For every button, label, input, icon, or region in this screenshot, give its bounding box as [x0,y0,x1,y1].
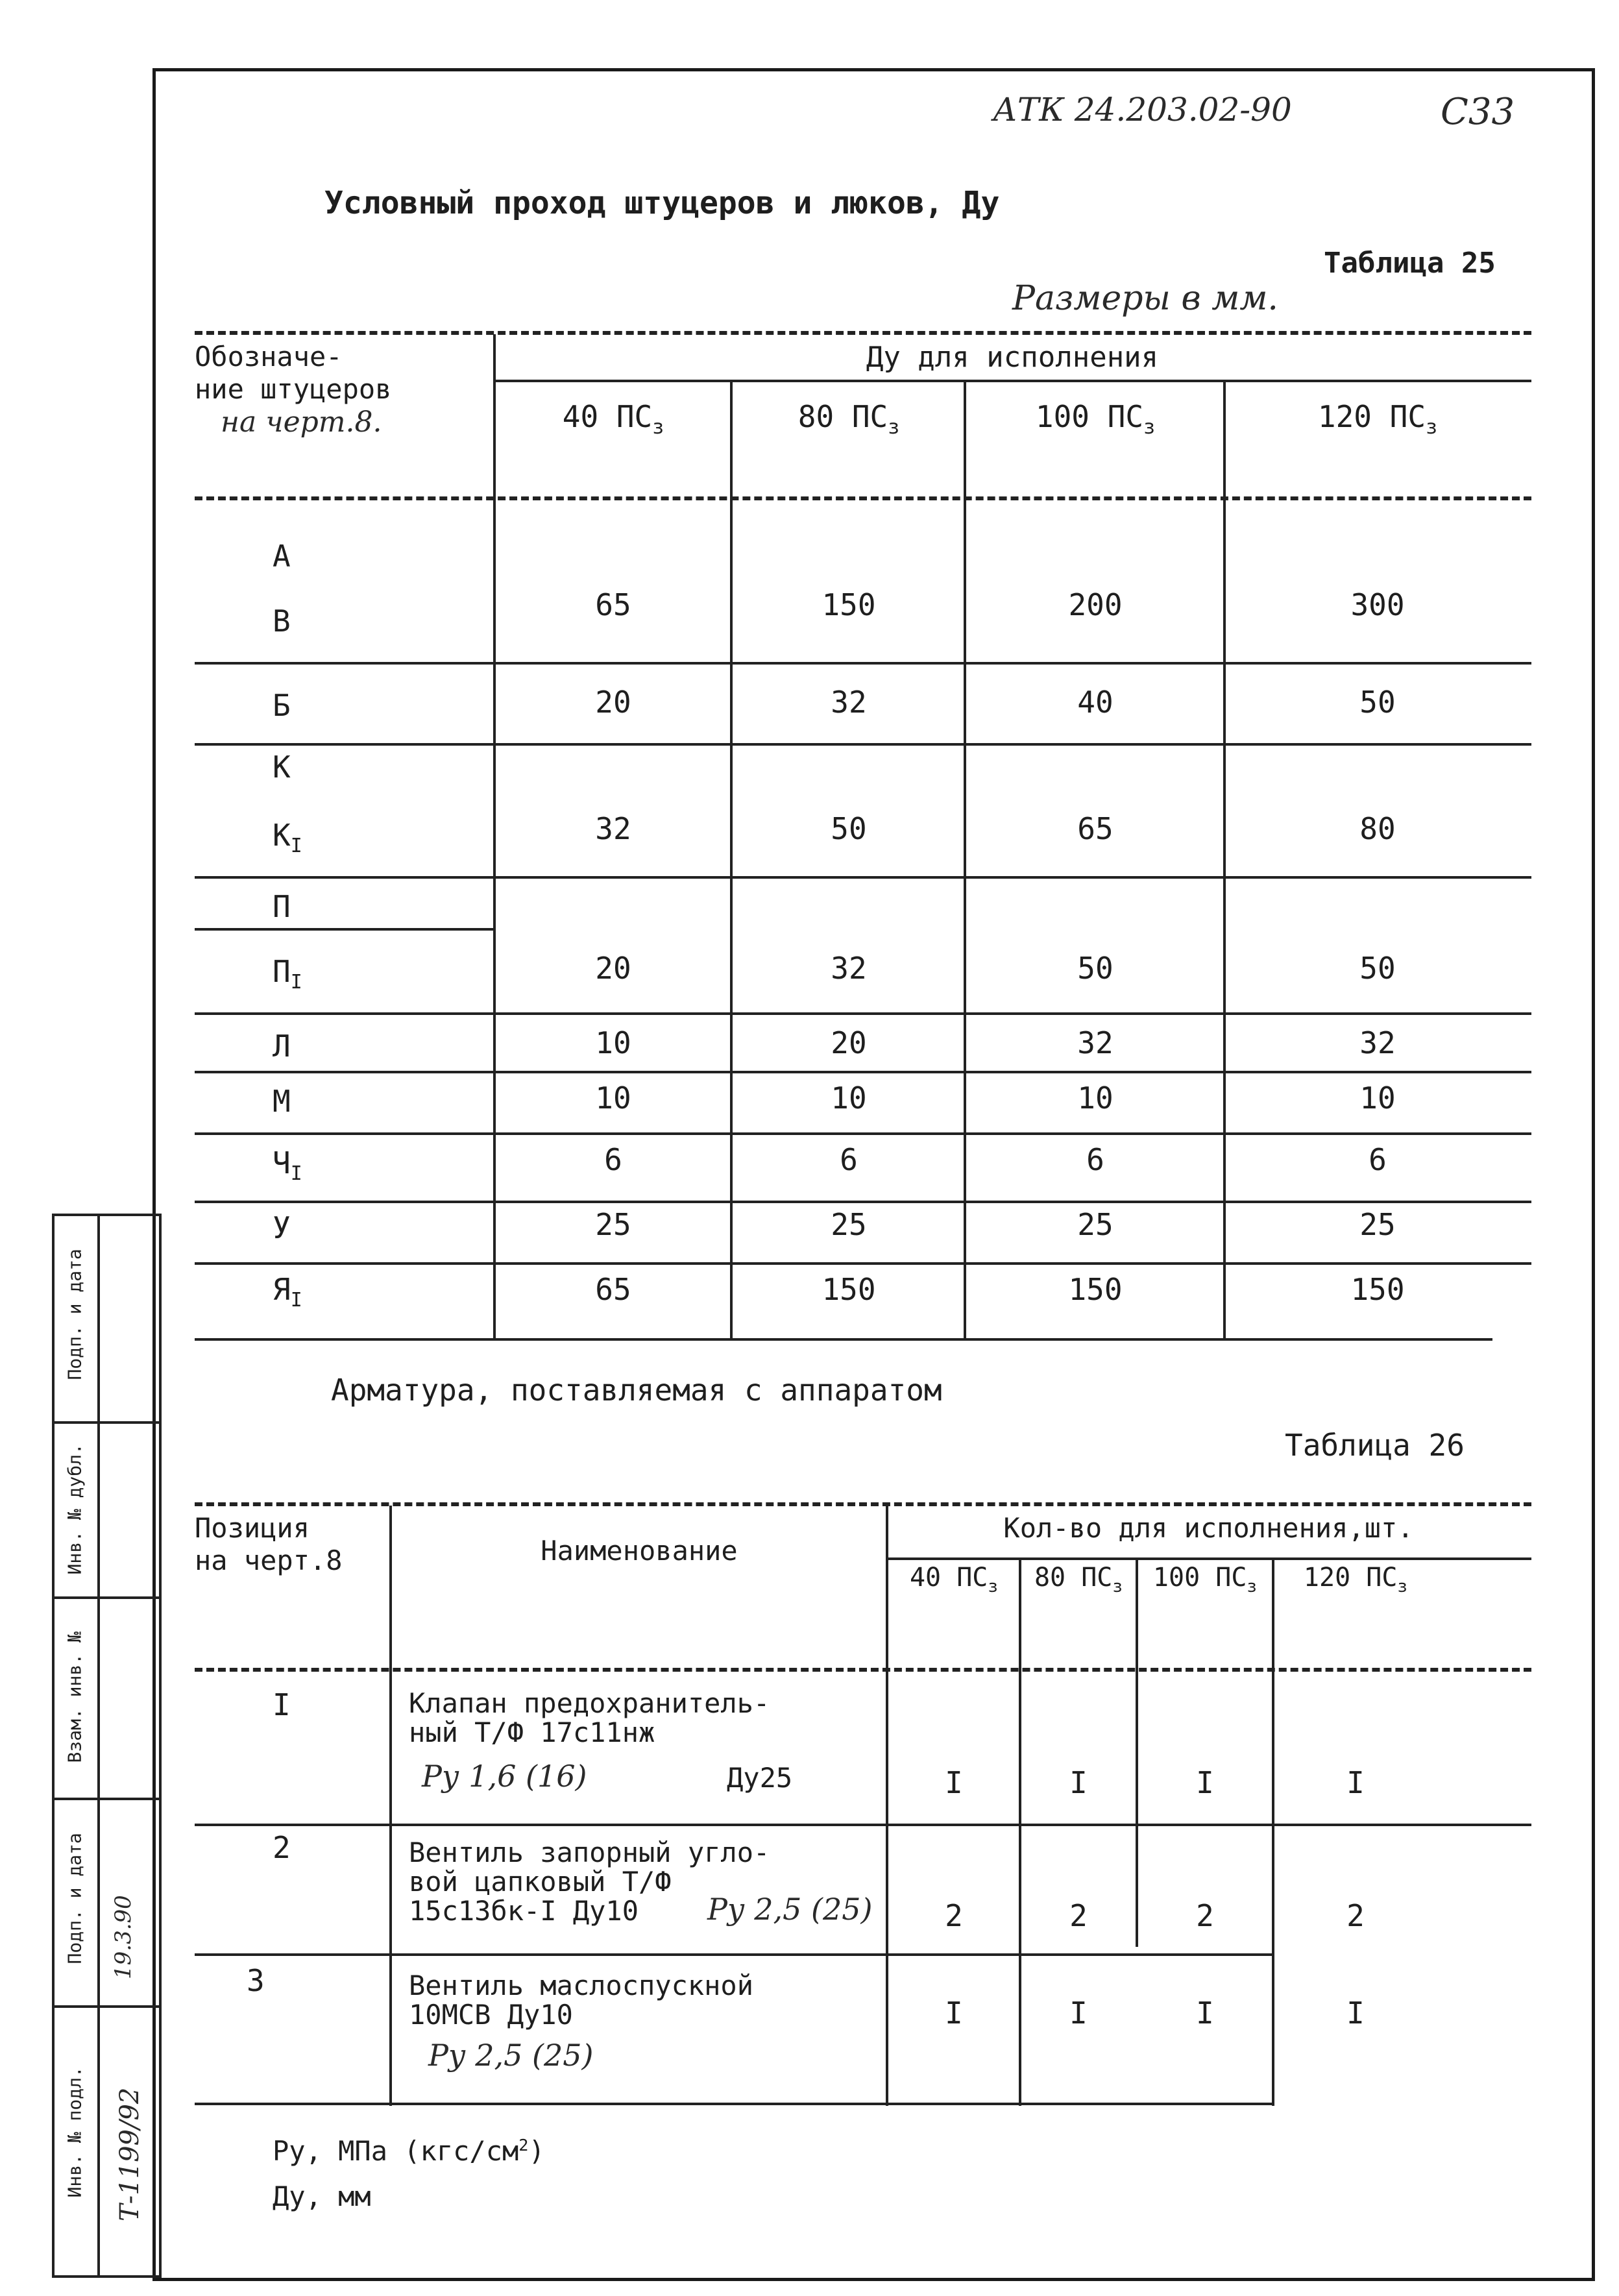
t25-cell: 65 [1077,811,1114,846]
t26-cell: 2 [945,1898,963,1933]
t25-cell: 6 [1369,1142,1387,1177]
t25-row-rule-6 [195,1132,1531,1135]
t25-mark-K1: $К_I$ [273,818,302,858]
t26-cell: I [1069,1996,1088,2031]
stamp-column-border [159,1214,162,2278]
t25-row-rule-4 [195,1012,1531,1015]
t25-cell: 10 [831,1081,867,1116]
t25-mark-B: Б [273,688,291,723]
t26-pos-3: 3 [247,1963,265,1998]
t25-mark-A: А [273,539,291,574]
t25-cell: 25 [1359,1207,1396,1242]
t26-name-2a: Вентиль запорный угло- [409,1837,770,1868]
t25-cell: 300 [1350,587,1405,622]
t25-row-rule-3b [195,928,493,931]
t25-group-rule [493,380,1531,382]
stamp-field-sign-date-2: Подп. и дата [64,1249,86,1380]
t25-cell: 150 [1068,1272,1123,1307]
t25-mark-K: К [273,750,291,785]
t25-cell: 10 [1077,1081,1114,1116]
t26-cell: I [1196,1996,1214,2031]
t25-cell: 25 [831,1207,867,1242]
t26-cell: 2 [1196,1898,1214,1933]
t25-bottom-rule [195,1338,1492,1341]
stamp-field-replace: Взам. инв. № [64,1631,86,1763]
stamp-field-sign-date-1: Подп. и дата [64,1833,86,1964]
t26-cell: I [945,1996,963,2031]
t26-col1-head-2: на черт.8 [195,1545,343,1576]
t25-cell: 25 [1077,1207,1114,1242]
t25-cell: 65 [595,1272,631,1307]
t26-cell: I [1196,1765,1214,1800]
t25-cell: 50 [1359,951,1396,986]
t26-col-head-100: 100 $ПС_з$ [1152,1563,1258,1597]
t26-cell: I [945,1765,963,1800]
t25-cell: 20 [831,1025,867,1060]
t25-row-rule-5 [195,1071,1531,1073]
t25-cell: 150 [1350,1272,1405,1307]
stamp-date: 19.3.90 [110,1895,136,1979]
table26-label: Таблица 26 [1285,1428,1465,1463]
t25-cell: 32 [1077,1025,1114,1060]
t26-name-1b: ный Т/Ф 17с11нж [409,1716,655,1748]
t25-cell: 32 [1359,1025,1396,1060]
t25-cell: 32 [831,685,867,720]
t26-vline-2 [886,1506,888,2106]
stamp-line-1 [52,1421,159,1424]
t25-mark-P1: $П_I$ [273,954,302,994]
t25-top-rule [195,331,1531,335]
stamp-line-3 [52,1798,159,1800]
t26-col2-head: Наименование [541,1535,738,1567]
t26-pos-1: I [273,1687,291,1722]
t26-cell: I [1346,1996,1365,2031]
t25-mark-U: У [273,1210,291,1245]
t26-group-rule [886,1557,1531,1560]
t26-vline-4 [1136,1557,1138,1947]
t25-mark-V: В [273,604,291,639]
t25-cell: 20 [595,685,631,720]
t25-cell: 20 [595,951,631,986]
note-size-units: Ду, мм [273,2180,371,2212]
t25-vline-2 [730,380,733,1340]
t25-mark-P: П [273,889,291,924]
t25-mark-Ch1: $Ч_I$ [273,1145,302,1186]
t26-name-1a: Клапан предохранитель- [409,1687,770,1719]
t26-cell: 2 [1346,1898,1365,1933]
t25-cell: 6 [840,1142,858,1177]
t25-cell: 50 [1077,951,1114,986]
t25-cell: 10 [595,1025,631,1060]
table25-units: Размеры в мм. [1012,279,1278,318]
t25-row-rule-2 [195,743,1531,746]
t25-col1-head-3: на черт.8. [221,406,382,439]
stamp-top-line [52,1214,159,1216]
stamp-bottom-line [52,2275,159,2278]
t25-cell: 65 [595,587,631,622]
t25-cell: 80 [1359,811,1396,846]
t26-top-rule [195,1502,1531,1506]
t25-row-rule-8 [195,1262,1531,1265]
t25-row-rule-1 [195,662,1531,665]
t26-name-2c: 15с13бк-I Ду10 [409,1895,639,1927]
t25-col1-head-1: Обозначе- [195,341,343,372]
stamp-line-2 [52,1596,159,1599]
t25-col1-head-2: ние штуцеров [195,373,392,405]
t26-cell: I [1069,1765,1088,1800]
t25-mark-L: Л [273,1029,291,1064]
doc-code: АТК 24.203.02-90 [993,91,1292,128]
t26-group-head: Кол-во для исполнения,шт. [1003,1512,1414,1544]
t26-name-2b: вой цапковый Т/Ф [409,1866,672,1898]
t26-size-1: Ду25 [727,1762,793,1794]
stamp-field-inv: Инв. № подл. [64,2066,86,2198]
t25-row-rule-3 [195,876,1531,879]
page-number: С33 [1441,91,1515,133]
t25-mark-M: М [273,1084,291,1119]
t26-pos-2: 2 [273,1830,291,1865]
t25-col-head-100: 100 $ПС_з$ [1035,399,1156,439]
t26-col-head-40: 40 $ПС_з$ [909,1563,999,1597]
t25-cell: 10 [1359,1081,1396,1116]
t25-cell: 25 [595,1207,631,1242]
t25-row-rule-7 [195,1201,1531,1203]
table25-title: Условный проход штуцеров и люков, Ду [324,185,1000,221]
t25-vline-1 [493,334,496,1340]
t25-vline-4 [1223,380,1226,1340]
table26-title: Арматура, поставляемая с аппаратом [331,1373,942,1408]
t26-col-head-80: 80 $ПС_з$ [1034,1563,1123,1597]
t25-cell: 10 [595,1081,631,1116]
t26-cell: 2 [1069,1898,1088,1933]
t25-cell: 32 [595,811,631,846]
t25-cell: 200 [1068,587,1123,622]
stamp-outer-border [52,1214,55,2278]
t26-vline-1 [389,1506,392,2106]
stamp-field-dup: Инв. № дубл. [64,1443,86,1575]
t25-cell: 50 [831,811,867,846]
stamp-inv-number: Т-1199/92 [115,2087,145,2221]
t26-col-head-120: 120 $ПС_з$ [1303,1563,1408,1597]
t25-cell: 150 [822,587,876,622]
stamp-mid-line [97,1214,100,2278]
t25-col-head-40: 40 $ПС_з$ [562,399,664,439]
stamp-line-4 [52,2005,159,2008]
note-pressure-units: Ру, МПа $(кгс/см^2)$ [273,2135,545,2167]
t25-vline-3 [964,380,966,1340]
t25-col-head-120: 120 $ПС_з$ [1317,399,1438,439]
t26-name-3b: 10МСВ Ду10 [409,1999,573,2031]
t25-group-head: Ду для исполнения [866,341,1159,374]
t25-head-rule [195,496,1531,500]
t25-cell: 32 [831,951,867,986]
t25-col-head-80: 80 $ПС_з$ [797,399,900,439]
t26-pressure-3: Ру 2,5 (25) [428,2038,594,2073]
t25-mark-Ya1: $Я_I$ [273,1272,302,1312]
t26-bottom-rule [195,2103,1272,2105]
t26-row-rule-2 [195,1953,1272,1956]
t25-cell: 150 [822,1272,876,1307]
t25-cell: 40 [1077,685,1114,720]
table25-label: Таблица 25 [1324,247,1496,280]
t25-cell: 50 [1359,685,1396,720]
t26-pressure-2: Ру 2,5 (25) [707,1892,873,1927]
t26-row-rule-1 [195,1824,1531,1826]
t26-pressure-1: Ру 1,6 (16) [422,1759,587,1794]
t25-cell: 6 [1086,1142,1104,1177]
t26-col1-head-1: Позиция [195,1512,310,1544]
t26-head-rule [195,1668,1531,1672]
t25-cell: 6 [604,1142,622,1177]
t26-name-3a: Вентиль маслоспускной [409,1970,754,2001]
t26-cell: I [1346,1765,1365,1800]
